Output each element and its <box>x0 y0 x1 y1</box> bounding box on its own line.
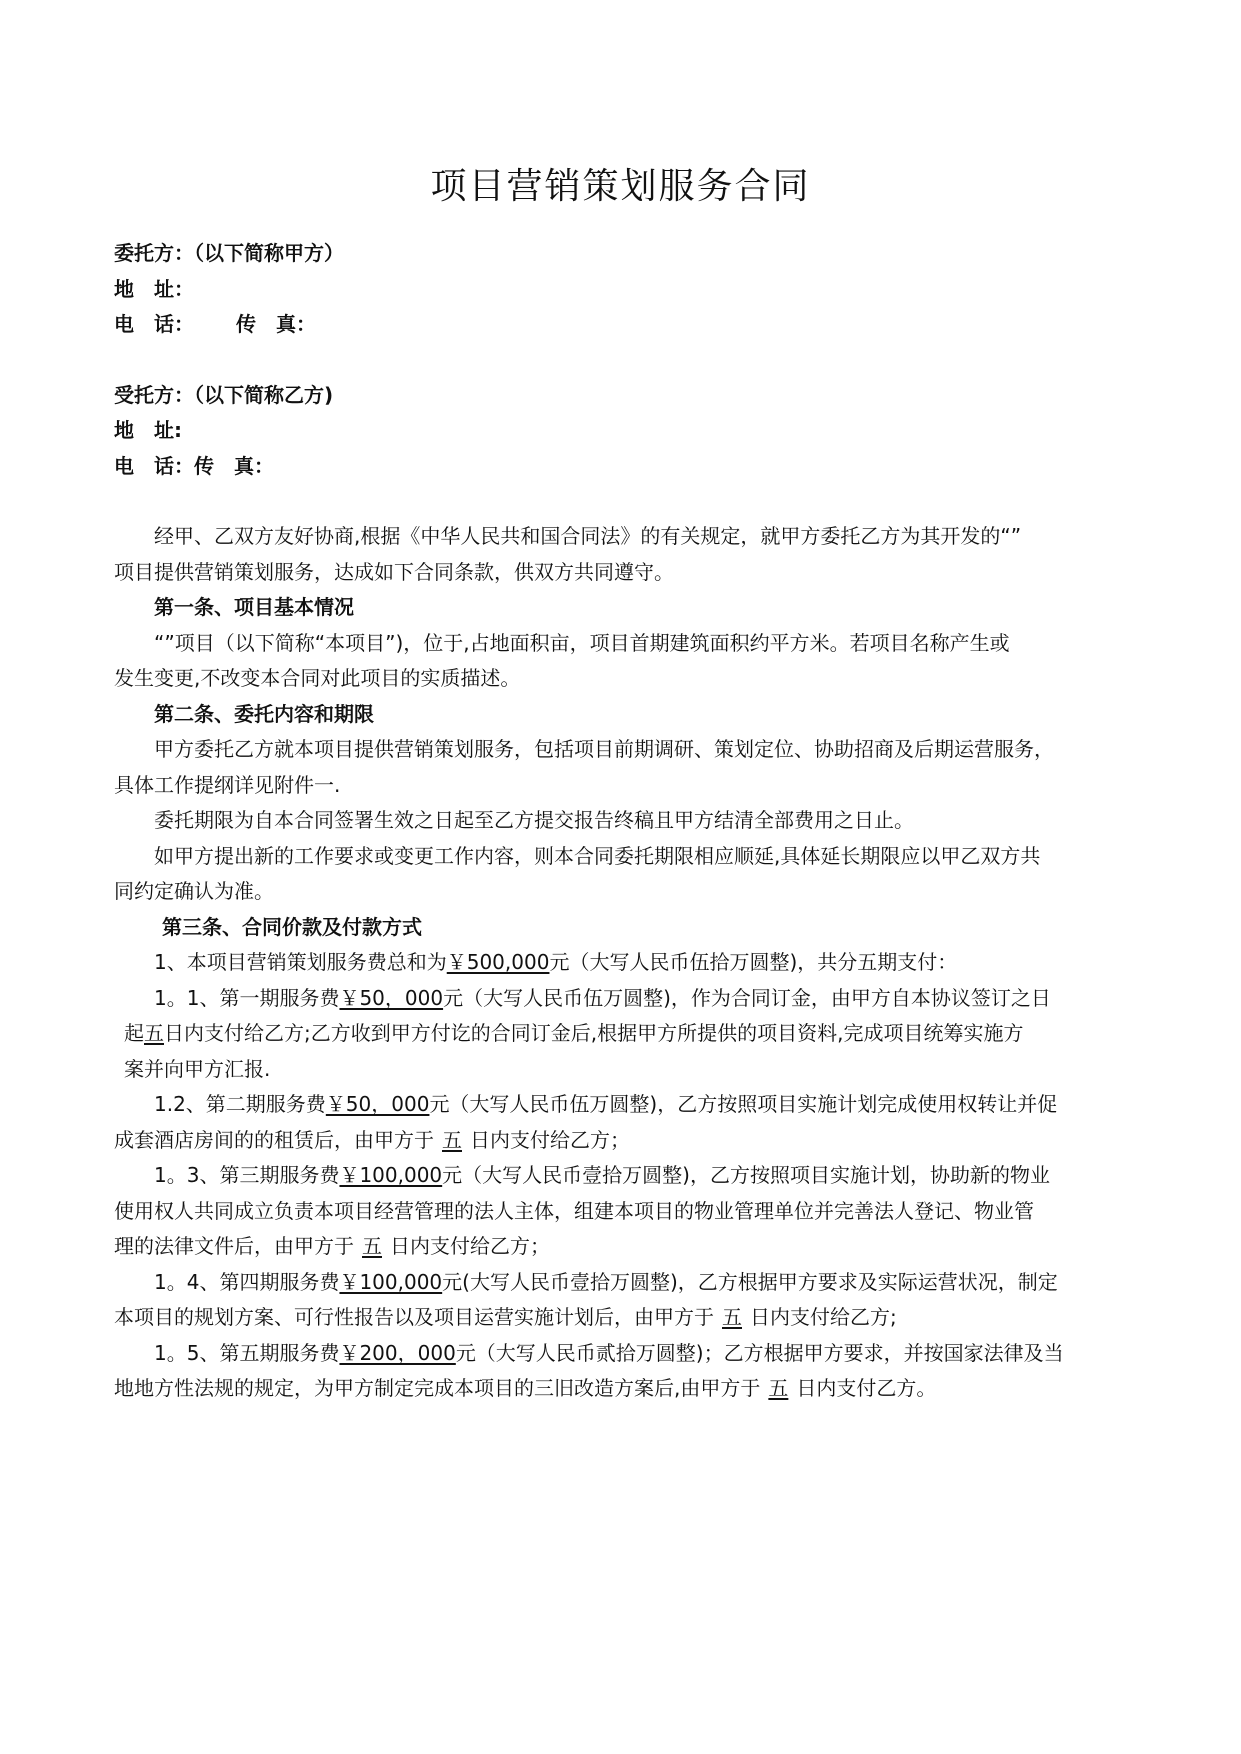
payment-5-text-d: 日内支付乙方。 <box>796 1376 937 1400</box>
payment-4-amount: ￥100,000 <box>339 1270 443 1294</box>
intro-line-1: 经甲、乙双方友好协商,根据《中华人民共和国合同法》的有关规定，就甲方委托乙方为其开发的“” <box>154 524 1022 548</box>
party-b-name-label: 受托方：（以下简称乙方) <box>114 383 334 407</box>
payment-5-label: 1。5、第五期服务费 <box>154 1341 340 1365</box>
payment-3-amount: ￥100,000 <box>339 1163 443 1187</box>
article-3-total-line <box>114 945 1174 979</box>
payment-3-days: 五 <box>362 1234 382 1258</box>
payment-1-text-c: 起 <box>124 1021 144 1045</box>
payment-4-text-c: 本项目的规划方案、可行性报告以及项目运营实施计划后，由甲方于 <box>114 1305 714 1329</box>
payment-3-line-1 <box>114 1158 1174 1192</box>
payment-1-days: 五 <box>144 1021 164 1045</box>
payment-5-line-1 <box>114 1336 1174 1370</box>
payment-1-line-3: 案并向甲方汇报. <box>124 1057 271 1081</box>
party-b-phone-label: 电 话： <box>114 454 194 478</box>
party-a-phone-label: 电 话： <box>114 312 194 336</box>
payment-4-text: 元(大写人民币壹拾万圆整)，乙方根据甲方要求及实际运营状况，制定 <box>442 1270 1058 1294</box>
payment-5-line-2 <box>114 1371 1134 1405</box>
article-1-line-1: “”项目（以下简称“本项目”)，位于,占地面积亩，项目首期建筑面积约平方米。若项目名称产生或 <box>154 631 1010 655</box>
article-2-line-1: 甲方委托乙方就本项目提供营销策划服务，包括项目前期调研、策划定位、协助招商及后期运营服务， <box>154 737 1054 761</box>
payment-5-text-c: 地地方性法规的规定，为甲方制定完成本项目的三旧改造方案后,由甲方于 <box>114 1376 761 1400</box>
payment-2-text-c: 成套酒店房间的的租赁后，由甲方于 <box>114 1128 434 1152</box>
payment-2-text: 元（大写人民币伍万圆整)，乙方按照项目实施计划完成使用权转让并促 <box>429 1092 1058 1116</box>
payment-1-amount: ￥50，000 <box>339 986 444 1010</box>
payment-5-amount: ￥200，000 <box>339 1341 456 1365</box>
payment-2-text-d: 日内支付给乙方； <box>470 1128 630 1152</box>
payment-5-text: 元（大写人民币贰拾万圆整)；乙方根据甲方要求，并按国家法律及当 <box>455 1341 1064 1365</box>
party-b-address-label: 地 址: <box>114 418 182 442</box>
article-2-line-5: 同约定确认为准。 <box>114 879 274 903</box>
article-2-line-2: 具体工作提纲详见附件一. <box>114 773 341 797</box>
payment-2-line-1 <box>114 1087 1174 1121</box>
payment-1-text-d: 日内支付给乙方;乙方收到甲方付讫的合同订金后,根据甲方所提供的项目资料,完成项目统筹实施方 <box>164 1021 1024 1045</box>
payment-1-line-2 <box>114 1016 1144 1050</box>
party-b-contact-line <box>114 449 1134 483</box>
payment-2-days: 五 <box>442 1128 462 1152</box>
payment-1-text: 元（大写人民币伍万圆整)，作为合同订金，由甲方自本协议签订之日 <box>443 986 1051 1010</box>
payment-3-text-e: 日内支付给乙方； <box>390 1234 550 1258</box>
payment-1-label: 1。1、第一期服务费 <box>154 986 340 1010</box>
party-a-contact-line <box>114 307 1134 341</box>
payment-3-text: 元（大写人民币壹拾万圆整)，乙方按照项目实施计划，协助新的物业 <box>442 1163 1050 1187</box>
party-a-fax-label: 传 真： <box>236 312 316 336</box>
payment-4-line-2 <box>114 1300 1134 1334</box>
intro-line-2: 项目提供营销策划服务，达成如下合同条款，供双方共同遵守。 <box>114 560 674 584</box>
article-2-line-4: 如甲方提出新的工作要求或变更工作内容，则本合同委托期限相应顺延,具体延长期限应以甲乙双方共 <box>154 844 1041 868</box>
payment-1-line-1 <box>114 981 1174 1015</box>
payment-3-line-2: 使用权人共同成立负责本项目经营管理的法人主体，组建本项目的物业管理单位并完善法人登记、物业管 <box>114 1199 1034 1223</box>
total-fee-amount: ￥500,000 <box>446 950 550 974</box>
payment-4-label: 1。4、第四期服务费 <box>154 1270 340 1294</box>
party-a-name-label: 委托方：（以下简称甲方） <box>114 241 344 265</box>
payment-4-text-d: 日内支付给乙方; <box>750 1305 897 1329</box>
payment-2-amount: ￥50，000 <box>325 1092 430 1116</box>
party-a-address-label: 地 址： <box>114 277 194 301</box>
article-3-heading: 第三条、合同价款及付款方式 <box>162 915 422 939</box>
payment-3-label: 1。3、第三期服务费 <box>154 1163 340 1187</box>
payment-4-line-1 <box>114 1265 1174 1299</box>
document-title: 项目营销策划服务合同 <box>430 166 811 207</box>
total-fee-suffix: 元（大写人民币伍拾万圆整)，共分五期支付： <box>549 950 958 974</box>
article-2-heading: 第二条、委托内容和期限 <box>154 702 374 726</box>
payment-2-label: 1.2、第二期服务费 <box>154 1092 326 1116</box>
party-b-fax-label: 传 真： <box>194 454 274 478</box>
payment-5-days: 五 <box>768 1376 789 1400</box>
payment-2-line-2 <box>114 1123 1134 1157</box>
payment-3-line-3 <box>114 1229 1134 1263</box>
article-1-line-2: 发生变更,不改变本合同对此项目的实质描述。 <box>114 666 521 690</box>
payment-4-days: 五 <box>722 1305 742 1329</box>
total-fee-prefix: 1、本项目营销策划服务费总和为 <box>154 950 447 974</box>
article-2-line-3: 委托期限为自本合同签署生效之日起至乙方提交报告终稿且甲方结清全部费用之日止。 <box>154 808 914 832</box>
payment-3-text-d: 理的法律文件后，由甲方于 <box>114 1234 354 1258</box>
article-1-heading: 第一条、项目基本情况 <box>154 595 354 619</box>
